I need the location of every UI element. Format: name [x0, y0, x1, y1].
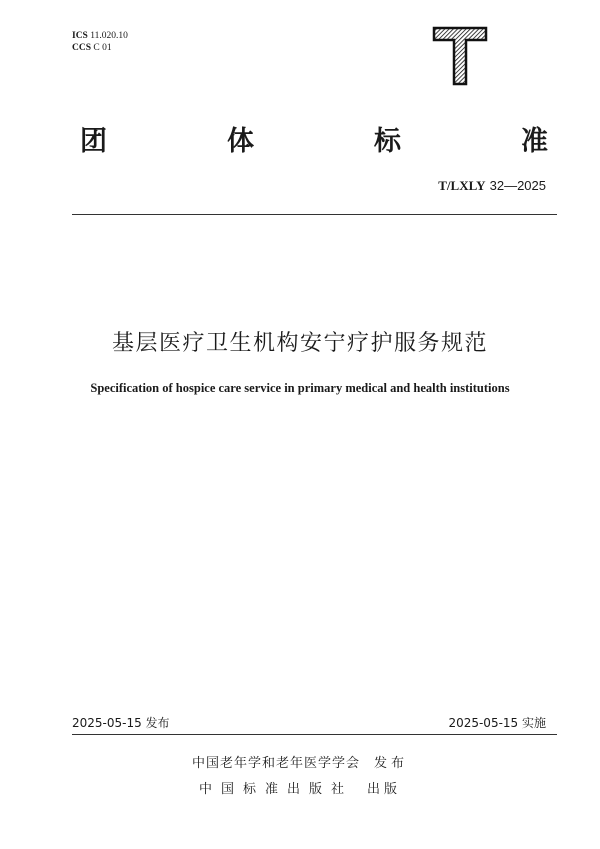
ics-label: ICS: [72, 31, 88, 41]
printer-action: 出版: [367, 782, 402, 797]
standard-number-prefix: T/LXLY: [438, 178, 486, 193]
publisher-line: [0, 752, 600, 771]
document-title-en: Specification of hospice care service in primary medical and health institutions: [90, 381, 510, 395]
standard-kind-heading: [80, 118, 550, 158]
bottom-divider: [72, 734, 557, 735]
publisher-name: 中国老年学和老年医学学会: [191, 756, 360, 771]
issue-date: 2025-05-15 发布: [72, 716, 170, 730]
implementation-date: 2025-05-15 实施: [448, 716, 546, 730]
ics-code: 11.020.10: [90, 31, 128, 41]
top-divider: [72, 214, 557, 215]
standard-kind-char: 体: [227, 125, 256, 157]
document-title-cn: 基层医疗卫生机构安宁疗护服务规范: [111, 331, 488, 356]
standard-number-value: 32—2025: [489, 178, 546, 193]
standard-kind-char: 准: [521, 125, 550, 157]
ccs-label: CCS: [72, 43, 92, 53]
standard-type-t-logo: [430, 22, 490, 88]
standard-kind-char: 团: [80, 125, 109, 157]
classification-codes: [72, 30, 128, 54]
printer-name: 中国标准出版社: [198, 782, 353, 797]
ccs-code: C 01: [93, 43, 112, 53]
standard-kind-char: 标: [374, 125, 403, 157]
standard-number: [438, 178, 546, 194]
publisher-action: 发布: [374, 756, 409, 771]
printer-line: [0, 778, 600, 797]
